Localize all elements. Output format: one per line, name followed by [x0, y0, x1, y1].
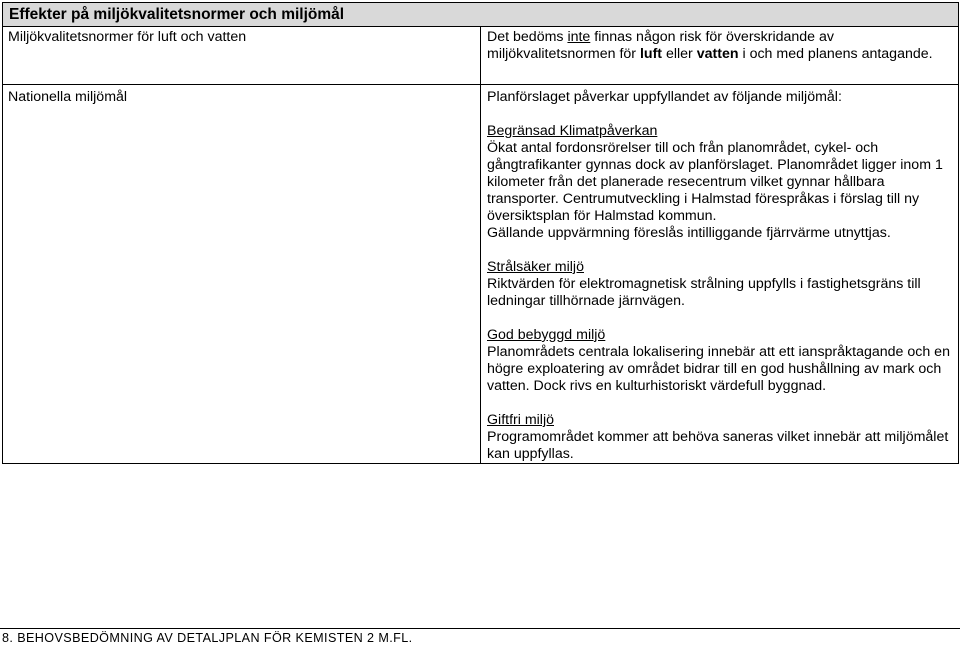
table-row — [3, 85, 959, 464]
goal-text: Gällande uppvärmning föreslås intilliggande fjärrvärme utnyttjas. — [487, 225, 891, 241]
bold-word: luft — [639, 46, 663, 62]
goal-heading: Begränsad Klimatpåverkan — [487, 123, 658, 139]
goal-text: Ökat antal fordonsrörelser till och från planområdet, cykel- och gångtrafikanter gynnas dock av planförslaget. Planområdet ligger inom 1 kilometer från det planerade resecentrum vilket gynnar hållbara transporter. Centrumutveckling i Halmstad förespråkas i förslag till ny översiktsplan för Halmstad kommun. — [487, 140, 943, 224]
environmental-effects-table — [2, 2, 959, 464]
goal-text: Riktvärden för elektromagnetisk strålning uppfylls i fastighetsgräns till ledningar tillhörnade järnvägen. — [487, 276, 921, 309]
table-row — [3, 27, 959, 85]
text-segment: finnas någon risk för överskridande av miljökvalitetsnormen för — [487, 29, 834, 62]
goal-heading: Giftfri miljö — [487, 412, 554, 428]
goal-heading: Strålsäker miljö — [487, 259, 584, 275]
intro-text: Planförslaget påverkar uppfyllandet av följande miljömål: — [487, 89, 842, 105]
goal-text: Planområdets centrala lokalisering innebär att ett ianspråktagande och en högre exploatering av området bidrar till en god hushållning av mark och vatten. Dock rivs en kulturhistoriskt värdefull byggnad. — [487, 344, 950, 394]
page-footer: 8. BEHOVSBEDÖMNING AV DETALJPLAN FÖR KEMISTEN 2 M.FL. — [2, 631, 413, 645]
goal-heading: God bebyggd miljö — [487, 327, 606, 343]
goal-section — [487, 412, 952, 463]
goal-text: Programområdet kommer att behöva saneras vilket innebär att miljömålet kan uppfyllas. — [487, 429, 949, 462]
text-segment: eller — [662, 46, 697, 62]
row-label: Miljökvalitetsnormer för luft och vatten — [3, 27, 481, 85]
goal-section — [487, 327, 952, 395]
bold-word: vatten — [696, 46, 739, 62]
row-label: Nationella miljömål — [3, 85, 481, 464]
goal-section — [487, 259, 952, 310]
row-content — [481, 85, 959, 464]
text-segment: i och med planens antagande. — [738, 46, 933, 62]
text-segment: Det bedöms — [487, 29, 568, 45]
goal-section — [487, 123, 952, 242]
underlined-word: inte — [567, 29, 591, 45]
row-content — [481, 27, 959, 85]
table-title: Effekter på miljökvalitetsnormer och miljömål — [3, 3, 959, 27]
footer-divider — [0, 628, 960, 629]
